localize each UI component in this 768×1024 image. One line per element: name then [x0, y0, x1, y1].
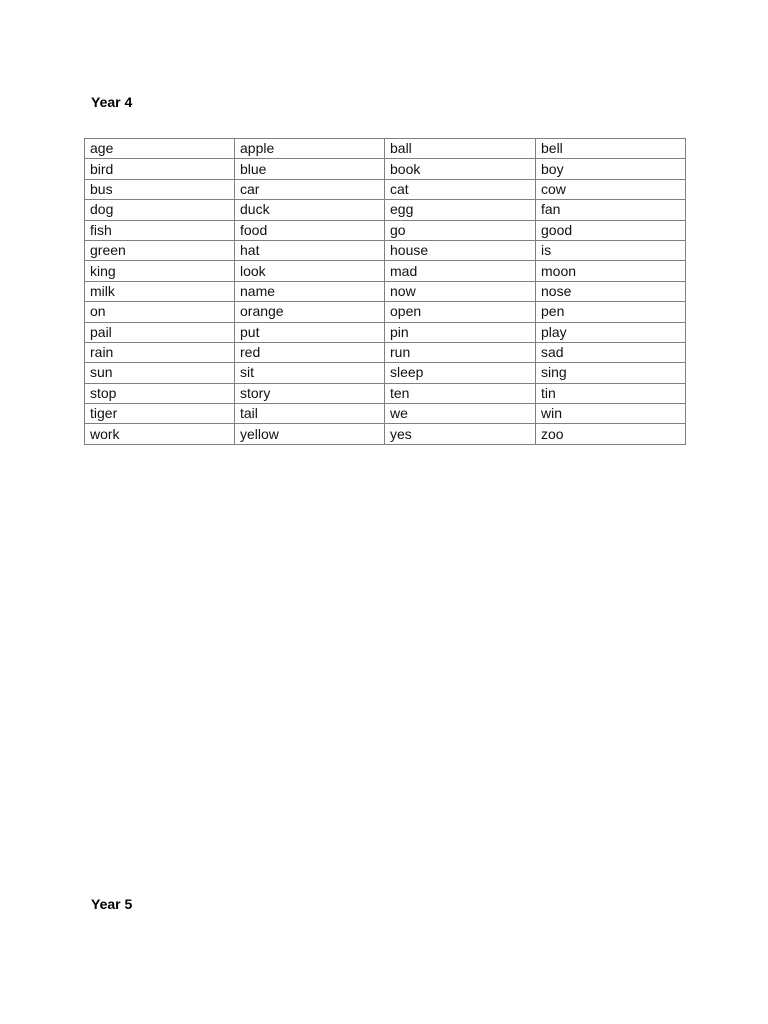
table-row	[85, 363, 686, 383]
word-cell: fan	[536, 200, 686, 220]
word-cell: zoo	[536, 424, 686, 444]
table-row	[85, 404, 686, 424]
word-cell: pin	[385, 322, 536, 342]
word-cell: we	[385, 404, 536, 424]
word-cell: stop	[85, 383, 235, 403]
year-5-heading: Year 5	[91, 896, 133, 912]
word-cell: bird	[85, 159, 235, 179]
word-cell: open	[385, 302, 536, 322]
table-row	[85, 302, 686, 322]
word-cell: work	[85, 424, 235, 444]
word-cell: milk	[85, 281, 235, 301]
word-cell: nose	[536, 281, 686, 301]
table-row	[85, 383, 686, 403]
word-cell: put	[235, 322, 385, 342]
word-cell: blue	[235, 159, 385, 179]
table-row	[85, 220, 686, 240]
word-cell: bus	[85, 179, 235, 199]
word-cell: name	[235, 281, 385, 301]
word-cell: run	[385, 342, 536, 362]
year-4-heading: Year 4	[91, 94, 133, 110]
word-cell: sleep	[385, 363, 536, 383]
word-cell: ball	[385, 139, 536, 159]
word-cell: king	[85, 261, 235, 281]
word-cell: dog	[85, 200, 235, 220]
word-cell: on	[85, 302, 235, 322]
table-row	[85, 342, 686, 362]
word-cell: sad	[536, 342, 686, 362]
word-cell: sit	[235, 363, 385, 383]
word-cell: pail	[85, 322, 235, 342]
word-cell: sun	[85, 363, 235, 383]
table-row	[85, 159, 686, 179]
table-row	[85, 200, 686, 220]
word-cell: rain	[85, 342, 235, 362]
table-row	[85, 261, 686, 281]
word-cell: tin	[536, 383, 686, 403]
table-row	[85, 322, 686, 342]
table-row	[85, 424, 686, 444]
word-cell: boy	[536, 159, 686, 179]
word-cell: hat	[235, 240, 385, 260]
word-cell: fish	[85, 220, 235, 240]
word-cell: good	[536, 220, 686, 240]
word-cell: book	[385, 159, 536, 179]
word-cell: house	[385, 240, 536, 260]
word-cell: tiger	[85, 404, 235, 424]
word-cell: ten	[385, 383, 536, 403]
word-cell: mad	[385, 261, 536, 281]
word-cell: now	[385, 281, 536, 301]
word-cell: orange	[235, 302, 385, 322]
word-cell: food	[235, 220, 385, 240]
word-cell: story	[235, 383, 385, 403]
table-row	[85, 179, 686, 199]
word-cell: is	[536, 240, 686, 260]
year-4-word-table	[84, 138, 686, 445]
table-row	[85, 139, 686, 159]
table-row	[85, 281, 686, 301]
word-cell: car	[235, 179, 385, 199]
word-cell: yes	[385, 424, 536, 444]
word-cell: tail	[235, 404, 385, 424]
word-cell: pen	[536, 302, 686, 322]
word-cell: look	[235, 261, 385, 281]
word-table-body	[85, 139, 686, 445]
word-cell: apple	[235, 139, 385, 159]
word-cell: duck	[235, 200, 385, 220]
word-cell: go	[385, 220, 536, 240]
word-cell: sing	[536, 363, 686, 383]
table-row	[85, 240, 686, 260]
word-cell: moon	[536, 261, 686, 281]
word-cell: cat	[385, 179, 536, 199]
word-cell: play	[536, 322, 686, 342]
word-cell: yellow	[235, 424, 385, 444]
word-cell: red	[235, 342, 385, 362]
word-cell: age	[85, 139, 235, 159]
word-cell: bell	[536, 139, 686, 159]
word-cell: win	[536, 404, 686, 424]
word-cell: egg	[385, 200, 536, 220]
word-cell: green	[85, 240, 235, 260]
word-cell: cow	[536, 179, 686, 199]
